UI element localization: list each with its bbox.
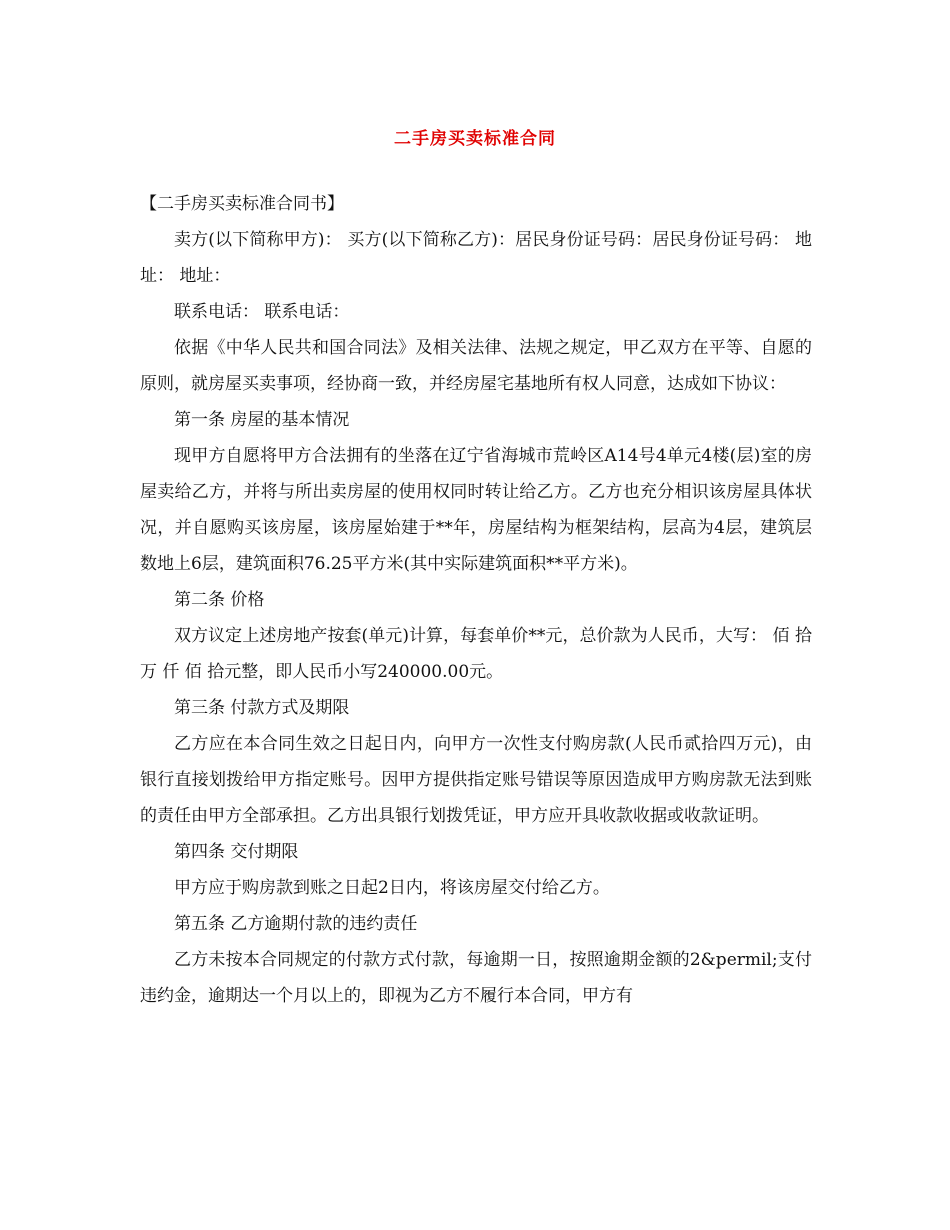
contract-heading: 【二手房买卖标准合同书】 <box>140 194 344 214</box>
document-body <box>140 186 812 1014</box>
parties-paragraph: 卖方(以下简称甲方)： 买方(以下简称乙方)：居民身份证号码：居民身份证号码： 地址： 地址： <box>140 230 812 286</box>
article-2-heading: 第二条 价格 <box>174 590 265 610</box>
article-4-heading: 第四条 交付期限 <box>174 842 299 862</box>
article-3-body: 乙方应在本合同生效之日起日内，向甲方一次性支付购房款(人民币贰拾四万元)，由银行直接划拨给甲方指定账号。因甲方提供指定账号错误等原因造成甲方购房款无法到账的责任由甲方全部承担。乙方出具银行划拨凭证，甲方应开具收款收据或收款证明。 <box>140 734 812 826</box>
article-3-heading: 第三条 付款方式及期限 <box>174 698 350 718</box>
phone-paragraph: 联系电话： 联系电话： <box>174 302 350 322</box>
article-1-body: 现甲方自愿将甲方合法拥有的坐落在辽宁省海城市荒岭区A14号4单元4楼(层)室的房屋卖给乙方，并将与所出卖房屋的使用权同时转让给乙方。乙方也充分相识该房屋具体状况，并自愿购买该房屋，该房屋始建于**年，房屋结构为框架结构，层高为4层，建筑层数地上6层，建筑面积76.25平方米(其中实际建筑面积**平方米)。 <box>140 446 812 574</box>
article-1-heading: 第一条 房屋的基本情况 <box>174 410 350 430</box>
article-5-body: 乙方未按本合同规定的付款方式付款，每逾期一日，按照逾期金额的2&permil;支付违约金，逾期达一个月以上的，即视为乙方不履行本合同，甲方有 <box>140 950 812 1006</box>
document-title: 二手房买卖标准合同 <box>394 129 556 149</box>
preamble-paragraph: 依据《中华人民共和国合同法》及相关法律、法规之规定，甲乙双方在平等、自愿的原则，就房屋买卖事项，经协商一致，并经房屋宅基地所有权人同意，达成如下协议： <box>140 338 812 394</box>
article-4-body: 甲方应于购房款到账之日起2日内，将该房屋交付给乙方。 <box>174 878 610 898</box>
article-2-body: 双方议定上述房地产按套(单元)计算，每套单价**元，总价款为人民币，大写： 佰 拾万 仟 佰 拾元整，即人民币小写240000.00元。 <box>140 626 812 682</box>
article-5-heading: 第五条 乙方逾期付款的违约责任 <box>174 914 418 934</box>
